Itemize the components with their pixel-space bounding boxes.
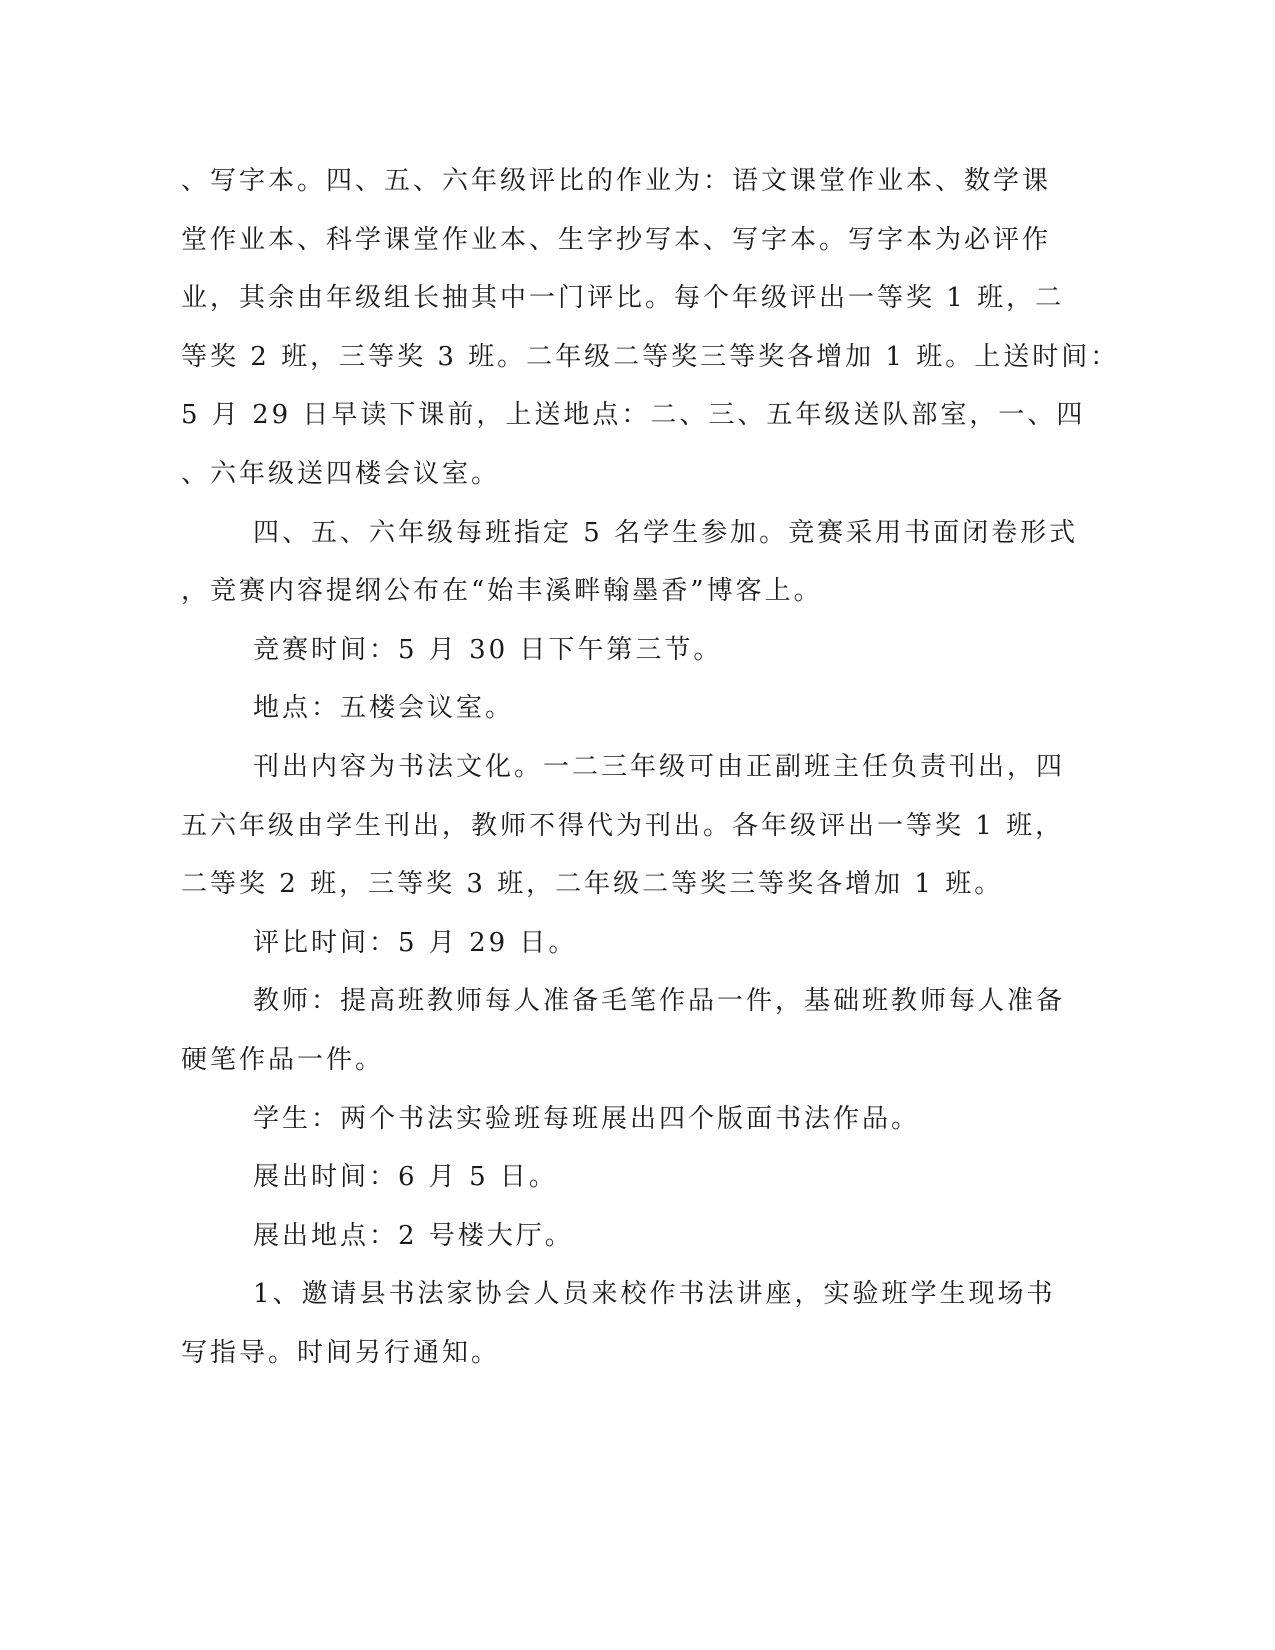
- paragraph-start-line: 展出时间：6 月 5 日。: [253, 1162, 558, 1193]
- text-line: ，竞赛内容提纲公布在“始丰溪畔翰墨香”博客上。: [181, 576, 823, 607]
- paragraph-start-line: 竞赛时间：5 月 30 日下午第三节。: [253, 634, 723, 665]
- text-line: 、六年级送四楼会议室。: [181, 458, 501, 489]
- text-line: 、写字本。四、五、六年级评比的作业为：语文课堂作业本、数学课: [181, 166, 1052, 196]
- text-line: 二等奖 2 班，三等奖 3 班，二年级二等奖三等奖各增加 1 班。: [181, 869, 1004, 900]
- text-line: 堂作业本、科学课堂作业本、生字抄写本、写字本。写字本为必评作: [181, 224, 1052, 255]
- paragraph-start-line: 1、邀请县书法家协会人员来校作书法讲座，实验班学生现场书: [253, 1279, 1056, 1310]
- text-line: 五六年级由学生刊出，教师不得代为刊出。各年级评出一等奖 1 班，: [181, 810, 1065, 841]
- paragraph-start-line: 四、五、六年级每班指定 5 名学生参加。竞赛采用书面闭卷形式: [253, 517, 1079, 548]
- text-line: 业，其余由年级组长抽其中一门评比。每个年级评出一等奖 1 班，二: [181, 283, 1065, 314]
- text-line: 写指导。时间另行通知。: [181, 1337, 501, 1368]
- text-line: 硬笔作品一件。: [181, 1044, 385, 1075]
- paragraph-start-line: 评比时间：5 月 29 日。: [253, 927, 578, 958]
- paragraph-start-line: 学生：两个书法实验班每班展出四个版面书法作品。: [253, 1103, 921, 1134]
- document-body: [181, 152, 1120, 1382]
- paragraph-start-line: 教师：提高班教师每人准备毛笔作品一件，基础班教师每人准备: [253, 986, 1066, 1017]
- paragraph-start-line: 刊出内容为书法文化。一二三年级可由正副班主任负责刊出，四: [253, 751, 1066, 782]
- paragraph-start-line: 展出地点：2 号楼大厅。: [253, 1220, 574, 1251]
- text-line: 5 月 29 日早读下课前，上送地点：二、三、五年级送队部室，一、四: [181, 400, 1086, 431]
- text-line: 等奖 2 班，三等奖 3 班。二年级二等奖三等奖各增加 1 班。上送时间：: [181, 341, 1120, 372]
- paragraph-start-line: 地点：五楼会议室。: [253, 693, 515, 724]
